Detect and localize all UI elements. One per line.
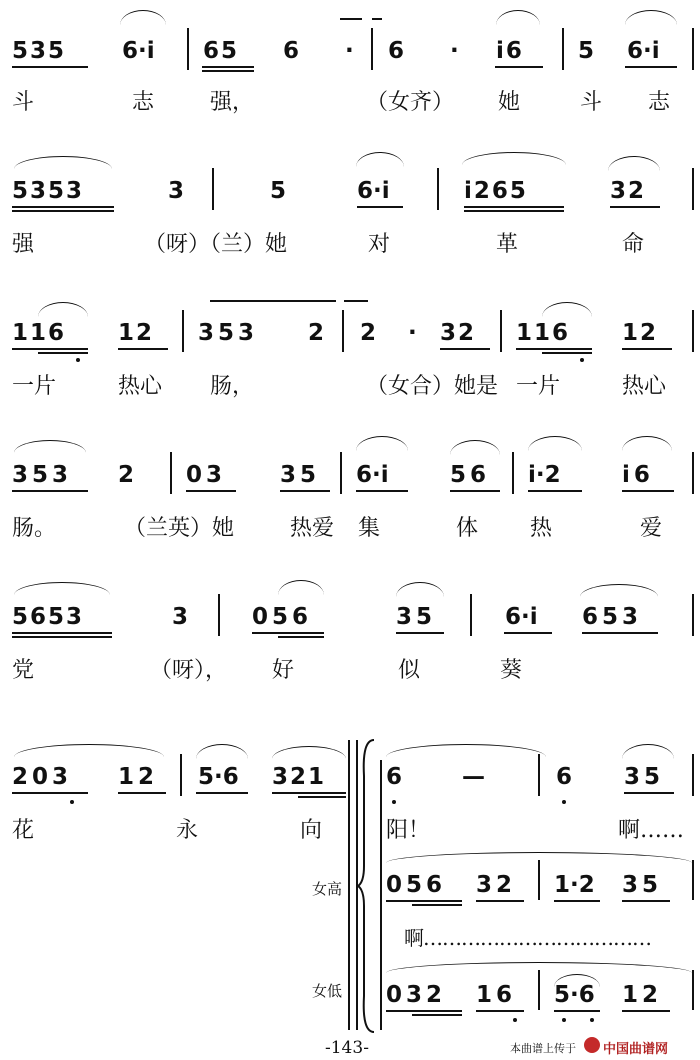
bar-line [170, 452, 172, 494]
note-group: — [462, 764, 485, 790]
beam [202, 70, 254, 72]
lyric: 啊…… [618, 818, 685, 843]
slur [450, 440, 500, 455]
beam [412, 1014, 462, 1016]
note-group: 5·6 [554, 982, 595, 1008]
lyric: 革 [496, 232, 519, 257]
bar-line [692, 860, 694, 900]
beam [624, 792, 674, 794]
low-dot [392, 800, 396, 804]
beam [554, 1010, 600, 1012]
beam [386, 900, 462, 902]
beam [450, 490, 500, 492]
lyric: （女合）她是 [366, 374, 499, 399]
note-group: 5 [270, 178, 287, 204]
beam [12, 66, 88, 68]
tie-line [344, 300, 368, 302]
lyric: 强 [12, 232, 35, 257]
beam [280, 490, 330, 492]
note-group: 3 [168, 178, 185, 204]
note-group: 6·i [122, 38, 155, 64]
bar-line [348, 740, 350, 1030]
lyric: 强， [210, 90, 255, 115]
beam [542, 352, 592, 354]
beam [464, 210, 564, 212]
beam [554, 900, 600, 902]
note-group: 6 [388, 38, 405, 64]
beam [12, 206, 114, 208]
note-group: 6·i [505, 604, 538, 630]
note-group: 35 [396, 604, 437, 630]
note-group: i6 [622, 462, 654, 488]
note-group: 56 [450, 462, 491, 488]
lyric: 热 [530, 516, 553, 541]
note-group: 32 [610, 178, 647, 204]
note-group: 321 [272, 764, 327, 790]
note-group: 056 [252, 604, 313, 630]
note-group: i265 [464, 178, 528, 204]
beam [196, 792, 248, 794]
note-group: 056 [386, 872, 447, 898]
bar-line [500, 310, 502, 352]
beam [412, 904, 462, 906]
lyric: 对 [368, 232, 391, 257]
slur [625, 10, 677, 25]
bar-line [562, 28, 564, 70]
low-dot [513, 1018, 517, 1022]
lyric: 命 [622, 232, 645, 257]
lyric: 似 [398, 658, 421, 683]
note-group: 6 [283, 38, 300, 64]
lyric: 葵 [500, 658, 523, 683]
lyric: 爱 [640, 516, 663, 541]
note-group: 32 [476, 872, 517, 898]
beam [38, 352, 88, 354]
bar-line [470, 594, 472, 636]
note-group: 5353 [12, 178, 85, 204]
slur [278, 580, 324, 595]
bar-line [180, 754, 182, 796]
bar-line [342, 310, 344, 352]
lyric: 集 [358, 516, 381, 541]
site-logo-icon [584, 1037, 600, 1053]
note-group: 353 [12, 462, 73, 488]
bar-line [380, 760, 382, 1030]
beam [440, 348, 490, 350]
beam [12, 632, 112, 634]
note-group: 6·i [356, 462, 389, 488]
beam [118, 348, 168, 350]
note-group: 12 [118, 764, 159, 790]
bar-line [182, 310, 184, 352]
lyric: 党 [12, 658, 35, 683]
beam [396, 632, 444, 634]
lyric: 一片 [516, 374, 561, 399]
low-dot [562, 1018, 566, 1022]
slur [462, 152, 566, 165]
note-group: 12 [622, 982, 663, 1008]
note-group: 5 [578, 38, 595, 64]
slur [272, 746, 346, 759]
lyric: （兰英）她 [124, 516, 235, 541]
beam [12, 348, 88, 350]
beam [186, 490, 236, 492]
tie-line [340, 18, 362, 20]
lyric: 斗 [580, 90, 603, 115]
lyric: 肠。 [12, 516, 57, 541]
slur [120, 10, 166, 25]
note-group: i·2 [528, 462, 561, 488]
note-group: 653 [582, 604, 643, 630]
note-group: 32 [440, 320, 477, 346]
bar-line [692, 452, 694, 494]
note-group: 35 [624, 764, 665, 790]
slur [622, 744, 674, 759]
note-group: 35 [622, 872, 663, 898]
slur [554, 974, 600, 987]
beam [356, 490, 408, 492]
slur [14, 744, 164, 757]
note-group: 2 [360, 320, 377, 346]
lyric: 热爱 [290, 516, 335, 541]
note-group: 116 [12, 320, 67, 346]
bar-line [692, 28, 694, 70]
bar-line [340, 452, 342, 494]
site-logo-text: 中国曲谱网 [603, 1042, 669, 1057]
lyric: 好 [272, 658, 295, 683]
note-group: 1·2 [554, 872, 595, 898]
lyric: 她 [498, 90, 521, 115]
voice-label-alto: 女低 [312, 982, 343, 1000]
note-group: 116 [516, 320, 571, 346]
beam [476, 900, 524, 902]
bar-line [212, 168, 214, 210]
note-group: 16 [476, 982, 517, 1008]
beam [610, 206, 660, 208]
beam [464, 206, 564, 208]
note-group: 03 [186, 462, 227, 488]
bar-line [692, 970, 694, 1010]
bar-line [512, 452, 514, 494]
beam [118, 792, 166, 794]
tie-line [372, 18, 382, 20]
beam [278, 636, 324, 638]
slur [196, 744, 248, 759]
note-group: 12 [118, 320, 155, 346]
slur [356, 436, 408, 451]
bar-line [692, 310, 694, 352]
slur [356, 152, 404, 167]
beam [622, 490, 674, 492]
bar-line [218, 594, 220, 636]
note-group: 3 [172, 604, 189, 630]
lyric: 向 [300, 818, 323, 843]
beam [202, 66, 254, 68]
voice-brace [358, 736, 382, 1036]
beam [528, 490, 582, 492]
beam [357, 206, 403, 208]
lyric: （呀）， [150, 658, 228, 683]
bar-line [538, 860, 540, 900]
low-dot [76, 358, 80, 362]
beam [582, 632, 658, 634]
note-group: 5653 [12, 604, 85, 630]
lyric: 阳！ [386, 818, 431, 843]
note-group: 6·i [357, 178, 390, 204]
beam [298, 796, 346, 798]
upload-note: 本曲谱上传于 [510, 1042, 576, 1055]
beam [12, 210, 114, 212]
lyric: 花 [12, 818, 35, 843]
note-group: 6 [556, 764, 573, 790]
lyric: 志 [132, 90, 155, 115]
beam [252, 632, 324, 634]
slur [580, 584, 658, 597]
slur [608, 156, 660, 171]
lyric: 热心 [118, 374, 163, 399]
slur [386, 744, 546, 757]
note-group: · [450, 38, 459, 64]
beam [622, 900, 670, 902]
bar-line [371, 28, 373, 70]
lyric: （女齐） [366, 90, 455, 115]
note-group: 6·i [627, 38, 660, 64]
beam [504, 632, 552, 634]
beam [622, 1010, 670, 1012]
lyric: 热心 [622, 374, 667, 399]
lyric: 体 [456, 516, 479, 541]
beam [516, 348, 592, 350]
slur [14, 582, 110, 595]
bar-line [692, 168, 694, 210]
beam [12, 792, 88, 794]
low-dot [70, 800, 74, 804]
low-dot [562, 800, 566, 804]
tie-line [210, 300, 336, 302]
note-group: 6 [386, 764, 403, 790]
beam [622, 348, 672, 350]
slur [14, 156, 112, 169]
note-group: 65 [203, 38, 240, 64]
note-group: 5·6 [198, 764, 239, 790]
slur [528, 436, 582, 451]
beam [495, 66, 543, 68]
beam [272, 792, 346, 794]
note-group: 2 [118, 462, 135, 488]
page-number: -143- [325, 1038, 369, 1058]
beam [476, 1010, 524, 1012]
note-group: · [408, 320, 417, 346]
lyric: 一片 [12, 374, 57, 399]
beam [12, 490, 88, 492]
bar-line [692, 754, 694, 796]
lyric: 肠， [210, 374, 255, 399]
slur [496, 10, 540, 25]
note-group: 032 [386, 982, 447, 1008]
bar-line [538, 970, 540, 1010]
bar-line [187, 28, 189, 70]
note-group: 2 [308, 320, 325, 346]
slur [14, 440, 86, 453]
note-group: 35 [280, 462, 321, 488]
lyric: 永 [176, 818, 199, 843]
note-group: · [345, 38, 354, 64]
bar-line [538, 754, 540, 796]
beam [625, 66, 677, 68]
low-dot [580, 358, 584, 362]
note-group: 535 [12, 38, 67, 64]
lyric: （呀）（兰）她 [144, 232, 288, 257]
bar-line [437, 168, 439, 210]
note-group: 203 [12, 764, 73, 790]
slur [542, 302, 592, 317]
bar-line [692, 594, 694, 636]
lyric: 斗 [12, 90, 35, 115]
slur [396, 582, 444, 597]
slur [622, 436, 672, 451]
lyric: 啊……………………………… [404, 926, 651, 950]
slur [38, 302, 88, 317]
beam [12, 636, 112, 638]
note-group: 353 [198, 320, 259, 346]
low-dot [590, 1018, 594, 1022]
lyric: 志 [648, 90, 671, 115]
voice-label-soprano: 女高 [312, 880, 343, 898]
note-group: i6 [496, 38, 524, 64]
note-group: 12 [622, 320, 659, 346]
beam [386, 1010, 462, 1012]
